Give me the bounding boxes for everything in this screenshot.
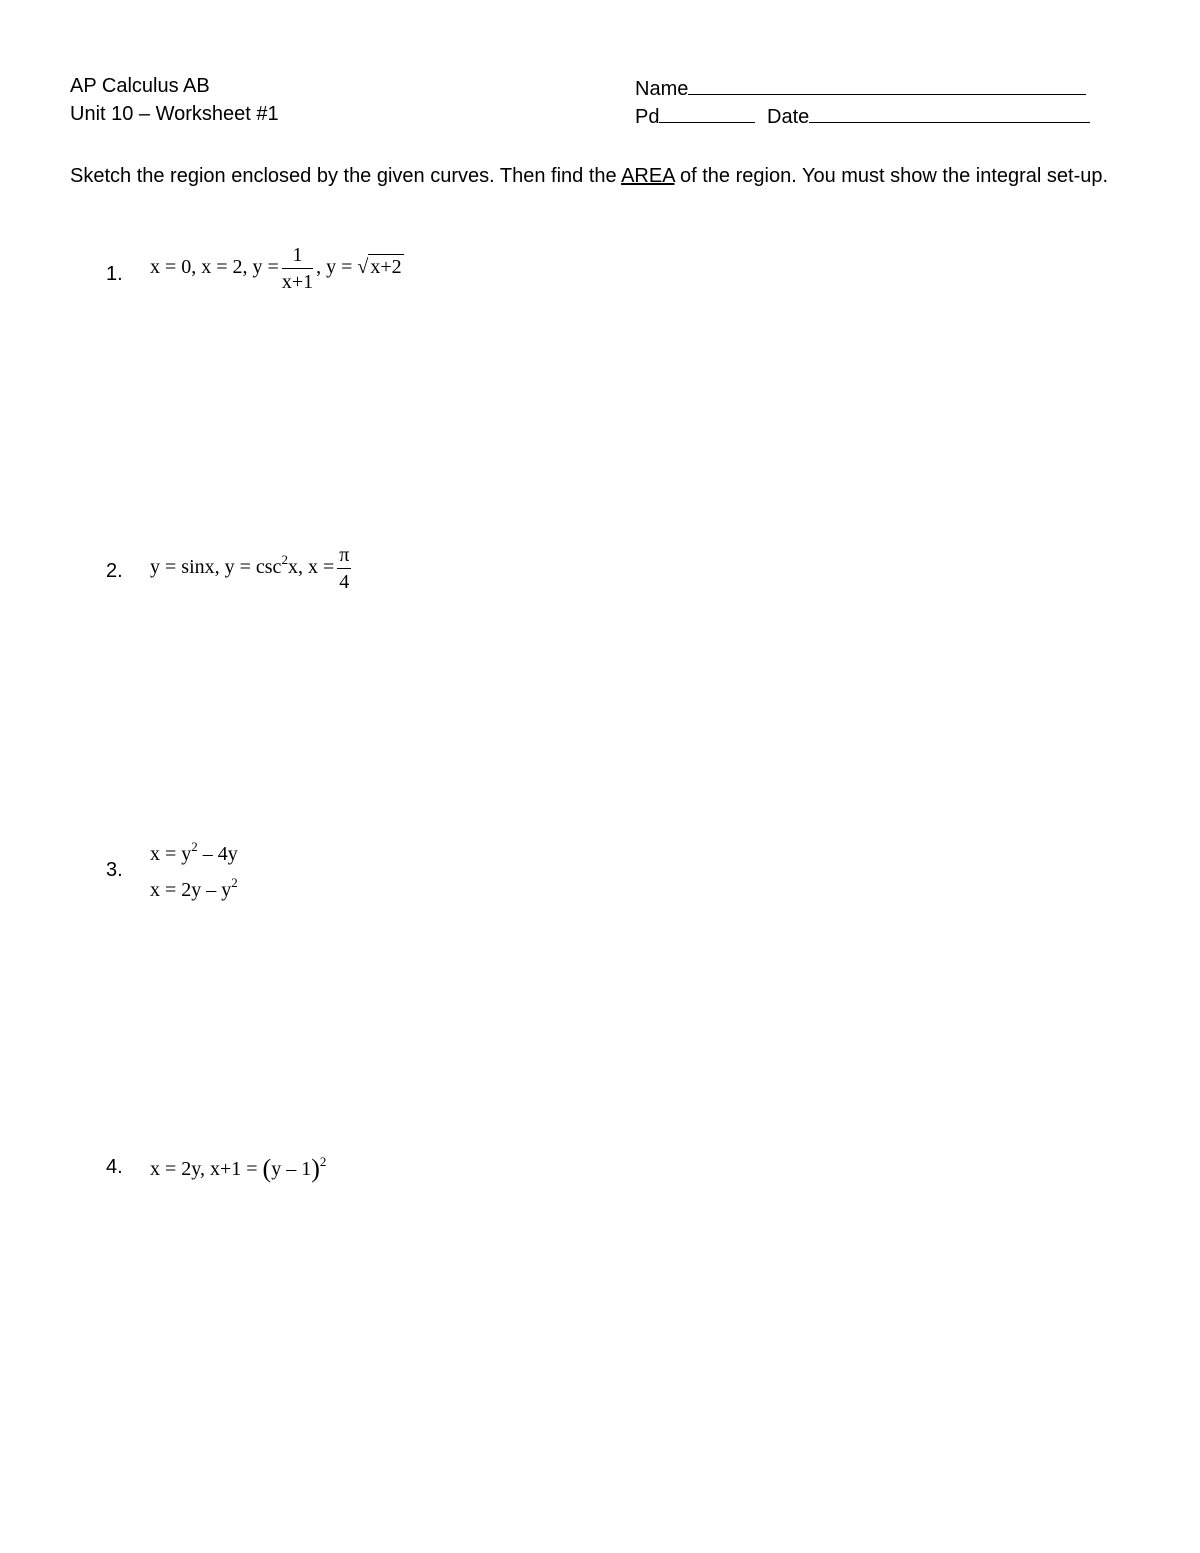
problem-4-equation — [150, 1154, 327, 1183]
problem-3-line-2 — [150, 875, 238, 901]
date-blank[interactable] — [809, 104, 1090, 123]
problem-4-text-a: x = 2y, x+1 = — [150, 1158, 258, 1180]
problem-3-line-1-exponent: 2 — [191, 839, 198, 854]
problem-1-numerator: 1 — [282, 245, 313, 269]
pd-date-fields — [635, 104, 1090, 127]
unit-title: Unit 10 – Worksheet #1 — [70, 103, 279, 125]
problem-1-text-a: x = 0, x = 2, y = — [150, 256, 279, 279]
problem-2-fraction — [337, 545, 351, 592]
problem-3-line-1-b: – 4y — [197, 843, 238, 865]
instructions-text-2: of the region. You must show the integral set-up. — [674, 165, 1109, 187]
pd-label: Pd — [635, 106, 660, 128]
pd-blank[interactable] — [659, 104, 755, 123]
problem-1-denominator: x+1 — [281, 271, 314, 293]
instructions-area: AREA — [621, 165, 675, 187]
name-label: Name — [635, 78, 689, 100]
date-label: Date — [767, 106, 810, 128]
problem-1-sqrt — [357, 254, 403, 277]
sqrt-icon: √ — [357, 256, 369, 279]
problem-4-inner: y – 1 — [271, 1158, 312, 1180]
problem-4-left-paren: ( — [262, 1154, 272, 1183]
problem-2-exponent: 2 — [281, 552, 288, 568]
name-blank[interactable] — [688, 76, 1086, 95]
problem-1-number: 1. — [106, 263, 123, 285]
problem-2-text-a: y = sinx, y = csc — [150, 556, 282, 579]
problem-3-number: 3. — [106, 859, 123, 881]
problem-1-fraction — [282, 245, 313, 292]
instructions-text-1: Sketch the region enclosed by the given curves. Then find the — [70, 165, 622, 187]
problem-3-line-2-exponent: 2 — [231, 875, 238, 890]
problem-3-line-1-a: x = y — [150, 843, 192, 865]
problem-3-line-2-a: x = 2y – y — [150, 879, 232, 901]
problem-4-exponent: 2 — [319, 1154, 327, 1169]
instructions — [70, 160, 1140, 193]
problem-2-equation — [150, 545, 354, 592]
problem-1-equation — [150, 245, 404, 292]
course-title: AP Calculus AB — [70, 75, 210, 97]
problem-1-text-b: , y = — [316, 256, 353, 279]
problem-4-right-paren: ) — [311, 1154, 320, 1183]
problem-2-text-b: x, x = — [287, 556, 335, 579]
problem-2-numerator: π — [337, 545, 351, 569]
problem-2-number: 2. — [106, 560, 123, 582]
problem-3-line-1 — [150, 839, 238, 865]
name-field[interactable] — [635, 76, 1086, 99]
problem-1-radicand: x+2 — [370, 256, 402, 279]
problem-4-number: 4. — [106, 1156, 123, 1178]
problem-2-denominator: 4 — [339, 571, 350, 593]
